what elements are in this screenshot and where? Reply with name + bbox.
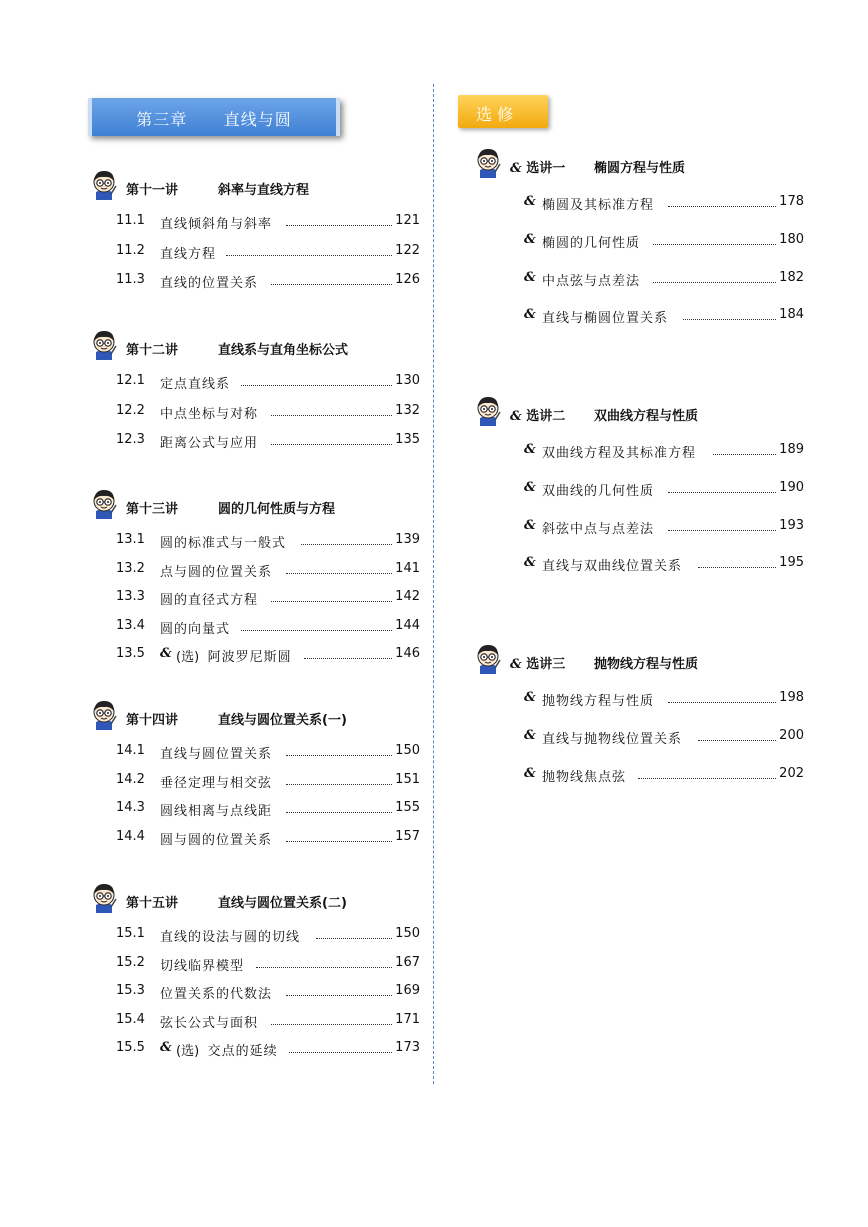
entry-title: 抛物线方程与性质 bbox=[542, 690, 656, 709]
elective-mark: & bbox=[524, 307, 536, 323]
dot-leader bbox=[304, 658, 392, 659]
elective-mark: & bbox=[524, 269, 536, 285]
dot-leader bbox=[698, 567, 776, 568]
page-number: 190 bbox=[779, 479, 804, 495]
entry-title: 圆与圆的位置关系 bbox=[160, 829, 274, 848]
lecture-header bbox=[90, 493, 420, 519]
chapter-banner bbox=[88, 98, 340, 136]
dot-leader bbox=[668, 206, 776, 207]
cartoon-student-icon bbox=[90, 330, 118, 360]
cartoon-student-icon bbox=[474, 396, 502, 426]
cartoon-student-icon bbox=[90, 170, 118, 200]
page-number: 169 bbox=[395, 983, 420, 999]
page-number: 146 bbox=[395, 646, 420, 662]
entry-title: 圆的直径式方程 bbox=[160, 589, 260, 608]
page-number: 150 bbox=[395, 926, 420, 941]
entry-title: 直线与椭圆位置关系 bbox=[542, 307, 670, 326]
section-number: 15.4 bbox=[116, 1011, 145, 1027]
elective-mark: & bbox=[524, 517, 536, 533]
toc-entry bbox=[524, 690, 804, 708]
entry-title: 弦长公式与面积 bbox=[160, 1012, 260, 1031]
elective-lecture-header bbox=[474, 400, 794, 426]
toc-entry bbox=[524, 232, 804, 250]
toc-entry bbox=[116, 646, 420, 664]
toc-entry bbox=[116, 589, 420, 607]
entry-title: 直线方程 bbox=[160, 243, 218, 262]
toc-entry bbox=[116, 272, 420, 290]
section-number: 11.1 bbox=[116, 213, 145, 228]
entry-title: 直线与抛物线位置关系 bbox=[542, 728, 684, 747]
section-number: 14.2 bbox=[116, 771, 145, 787]
entry-title: 点与圆的位置关系 bbox=[160, 561, 274, 580]
dot-leader bbox=[653, 282, 776, 283]
page-number: 121 bbox=[395, 213, 420, 228]
elective-lecture-label: 选讲二 bbox=[521, 409, 566, 424]
lecture-title: 圆的几何性质与方程 bbox=[218, 502, 336, 517]
dot-leader bbox=[286, 755, 392, 756]
toc-entry bbox=[116, 1012, 420, 1030]
toc-entry bbox=[116, 532, 420, 550]
dot-leader bbox=[301, 544, 392, 545]
entry-title: 切线临界模型 bbox=[160, 955, 246, 974]
page-number: 142 bbox=[395, 589, 420, 605]
toc-entry bbox=[524, 194, 804, 212]
toc-entry bbox=[116, 403, 420, 421]
section-number: 15.2 bbox=[116, 954, 145, 970]
section-number: 14.1 bbox=[116, 743, 145, 758]
entry-title: 中点弦与点差法 bbox=[542, 270, 642, 289]
toc-entry bbox=[524, 728, 804, 746]
toc-entry bbox=[116, 926, 420, 944]
page-number: 193 bbox=[779, 517, 804, 533]
elective-mark: & bbox=[524, 555, 536, 571]
dot-leader bbox=[271, 415, 392, 416]
page-number: 200 bbox=[779, 727, 804, 743]
page-number: 171 bbox=[395, 1011, 420, 1027]
lecture-header bbox=[90, 704, 420, 730]
dot-leader bbox=[286, 841, 392, 842]
lecture-number: 第十一讲 bbox=[126, 183, 179, 198]
elective-mark: & bbox=[510, 409, 522, 424]
entry-title: 抛物线焦点弦 bbox=[542, 766, 628, 785]
page-number: 173 bbox=[395, 1040, 420, 1056]
dot-leader bbox=[668, 530, 776, 531]
dot-leader bbox=[241, 630, 392, 631]
cartoon-student-icon bbox=[474, 644, 502, 674]
entry-title: 直线倾斜角与斜率 bbox=[160, 213, 274, 232]
dot-leader bbox=[241, 385, 392, 386]
elective-lecture-header bbox=[474, 152, 794, 178]
lecture-header bbox=[90, 887, 420, 913]
section-number: 14.3 bbox=[116, 800, 145, 816]
entry-title: 直线的设法与圆的切线 bbox=[160, 926, 302, 945]
lecture-title: 斜率与直线方程 bbox=[218, 183, 310, 198]
elective-mark: & bbox=[524, 479, 536, 495]
toc-entry bbox=[116, 243, 420, 261]
elective-mark: & bbox=[524, 442, 536, 457]
dot-leader bbox=[286, 995, 392, 996]
elective-mark: & bbox=[524, 765, 536, 781]
section-number: 13.3 bbox=[116, 589, 145, 605]
toc-entry bbox=[524, 270, 804, 288]
page-number: 195 bbox=[779, 555, 804, 571]
page-number: 178 bbox=[779, 194, 804, 209]
entry-title: 双曲线的几何性质 bbox=[542, 480, 656, 499]
section-number: 15.1 bbox=[116, 926, 145, 941]
dot-leader bbox=[271, 1024, 392, 1025]
elective-prefix: (选) bbox=[176, 1040, 201, 1059]
dot-leader bbox=[638, 778, 776, 779]
elective-lecture-number bbox=[510, 157, 565, 176]
cartoon-student-icon bbox=[90, 883, 118, 913]
lecture-number: 第十三讲 bbox=[126, 502, 179, 517]
lecture-header bbox=[90, 334, 420, 360]
toc-entry bbox=[116, 983, 420, 1001]
lecture-title: 直线与圆位置关系(一) bbox=[218, 713, 347, 728]
entry-title: 垂径定理与相交弦 bbox=[160, 772, 274, 791]
entry-title: 位置关系的代数法 bbox=[160, 983, 274, 1002]
dot-leader bbox=[713, 454, 776, 455]
page-number: 141 bbox=[395, 560, 420, 576]
page-number: 151 bbox=[395, 771, 420, 787]
dot-leader bbox=[286, 225, 392, 226]
page-number: 130 bbox=[395, 373, 420, 388]
dot-leader bbox=[668, 492, 776, 493]
page-number: 122 bbox=[395, 242, 420, 258]
elective-label: 选 修 bbox=[476, 105, 514, 124]
entry-title: 定点直线系 bbox=[160, 373, 232, 392]
elective-mark: & bbox=[160, 646, 172, 662]
elective-mark: & bbox=[524, 690, 536, 705]
elective-lecture-title: 椭圆方程与性质 bbox=[594, 161, 686, 176]
toc-entry bbox=[116, 800, 420, 818]
toc-entry bbox=[116, 618, 420, 636]
dot-leader bbox=[256, 967, 392, 968]
section-number: 13.1 bbox=[116, 532, 145, 547]
entry-title: 斜弦中点与点差法 bbox=[542, 518, 656, 537]
dot-leader bbox=[698, 740, 776, 741]
toc-entry bbox=[116, 373, 420, 391]
dot-leader bbox=[316, 938, 392, 939]
entry-title: 阿波罗尼斯圆 bbox=[208, 646, 294, 665]
dot-leader bbox=[286, 784, 392, 785]
page-number: 132 bbox=[395, 402, 420, 418]
entry-title: 椭圆的几何性质 bbox=[542, 232, 642, 251]
page-number: 184 bbox=[779, 307, 804, 323]
dot-leader bbox=[271, 284, 392, 285]
toc-entry bbox=[116, 432, 420, 450]
lecture-number: 第十四讲 bbox=[126, 713, 179, 728]
elective-banner bbox=[458, 95, 548, 128]
lecture-title: 直线系与直角坐标公式 bbox=[218, 343, 349, 358]
entry-title: 椭圆及其标准方程 bbox=[542, 194, 656, 213]
elective-mark: & bbox=[524, 231, 536, 247]
dot-leader bbox=[271, 601, 392, 602]
entry-title: 圆线相离与点线距 bbox=[160, 800, 274, 819]
dot-leader bbox=[226, 255, 392, 256]
toc-entry bbox=[116, 955, 420, 973]
elective-mark: & bbox=[510, 657, 522, 672]
elective-lecture-number bbox=[510, 653, 565, 672]
cartoon-student-icon bbox=[90, 700, 118, 730]
entry-title: 直线的位置关系 bbox=[160, 272, 260, 291]
chapter-title: 直线与圆 bbox=[223, 110, 292, 129]
dot-leader bbox=[271, 444, 392, 445]
section-number: 13.5 bbox=[116, 646, 145, 662]
section-number: 12.2 bbox=[116, 402, 145, 418]
section-number: 15.5 bbox=[116, 1040, 145, 1056]
page-number: 139 bbox=[395, 532, 420, 547]
lecture-number: 第十五讲 bbox=[126, 896, 179, 911]
column-divider bbox=[433, 84, 434, 1084]
toc-entry bbox=[116, 213, 420, 231]
section-number: 11.3 bbox=[116, 272, 145, 288]
cartoon-student-icon bbox=[90, 489, 118, 519]
toc-entry bbox=[116, 772, 420, 790]
page-number: 202 bbox=[779, 765, 804, 781]
elective-lecture-label: 选讲一 bbox=[521, 161, 566, 176]
page-number: 157 bbox=[395, 828, 420, 844]
elective-mark: & bbox=[160, 1040, 172, 1056]
lecture-title: 直线与圆位置关系(二) bbox=[218, 896, 347, 911]
section-number: 11.2 bbox=[116, 242, 145, 258]
dot-leader bbox=[286, 573, 392, 574]
toc-entry bbox=[524, 555, 804, 573]
lecture-number: 第十二讲 bbox=[126, 343, 179, 358]
elective-prefix: (选) bbox=[176, 646, 201, 665]
entry-title: 圆的向量式 bbox=[160, 618, 232, 637]
elective-mark: & bbox=[524, 727, 536, 743]
entry-title: 交点的延续 bbox=[208, 1040, 280, 1059]
toc-entry bbox=[524, 518, 804, 536]
page-number: 135 bbox=[395, 432, 420, 448]
entry-title: 中点坐标与对称 bbox=[160, 403, 260, 422]
entry-title: 圆的标准式与一般式 bbox=[160, 532, 288, 551]
section-number: 14.4 bbox=[116, 828, 145, 844]
page-number: 150 bbox=[395, 743, 420, 758]
toc-entry bbox=[524, 766, 804, 784]
section-number: 13.2 bbox=[116, 560, 145, 576]
toc-entry bbox=[524, 307, 804, 325]
elective-mark: & bbox=[524, 194, 536, 209]
page-number: 144 bbox=[395, 617, 420, 633]
page-number: 126 bbox=[395, 272, 420, 288]
lecture-header bbox=[90, 174, 420, 200]
elective-lecture-label: 选讲三 bbox=[521, 657, 566, 672]
page-number: 155 bbox=[395, 800, 420, 816]
page-number: 167 bbox=[395, 954, 420, 970]
section-number: 15.3 bbox=[116, 983, 145, 999]
elective-lecture-number bbox=[510, 405, 565, 424]
section-number: 13.4 bbox=[116, 617, 145, 633]
page-number: 182 bbox=[779, 269, 804, 285]
page-number: 189 bbox=[779, 442, 804, 457]
page-number: 198 bbox=[779, 690, 804, 705]
dot-leader bbox=[683, 319, 776, 320]
elective-lecture-header bbox=[474, 648, 794, 674]
page-number: 180 bbox=[779, 231, 804, 247]
dot-leader bbox=[668, 702, 776, 703]
entry-title: 双曲线方程及其标准方程 bbox=[542, 442, 698, 461]
toc-entry bbox=[524, 442, 804, 460]
dot-leader bbox=[653, 244, 776, 245]
elective-lecture-title: 抛物线方程与性质 bbox=[594, 657, 699, 672]
chapter-label: 第三章 bbox=[136, 110, 188, 129]
toc-entry bbox=[116, 561, 420, 579]
elective-mark: & bbox=[510, 161, 522, 176]
entry-title: 直线与圆位置关系 bbox=[160, 743, 274, 762]
toc-entry bbox=[524, 480, 804, 498]
toc-entry bbox=[116, 1040, 420, 1058]
section-number: 12.3 bbox=[116, 432, 145, 448]
dot-leader bbox=[289, 1052, 392, 1053]
elective-lecture-title: 双曲线方程与性质 bbox=[594, 409, 699, 424]
dot-leader bbox=[286, 812, 392, 813]
toc-entry bbox=[116, 829, 420, 847]
toc-entry bbox=[116, 743, 420, 761]
entry-title: 距离公式与应用 bbox=[160, 432, 260, 451]
entry-title: 直线与双曲线位置关系 bbox=[542, 555, 684, 574]
section-number: 12.1 bbox=[116, 373, 145, 388]
cartoon-student-icon bbox=[474, 148, 502, 178]
